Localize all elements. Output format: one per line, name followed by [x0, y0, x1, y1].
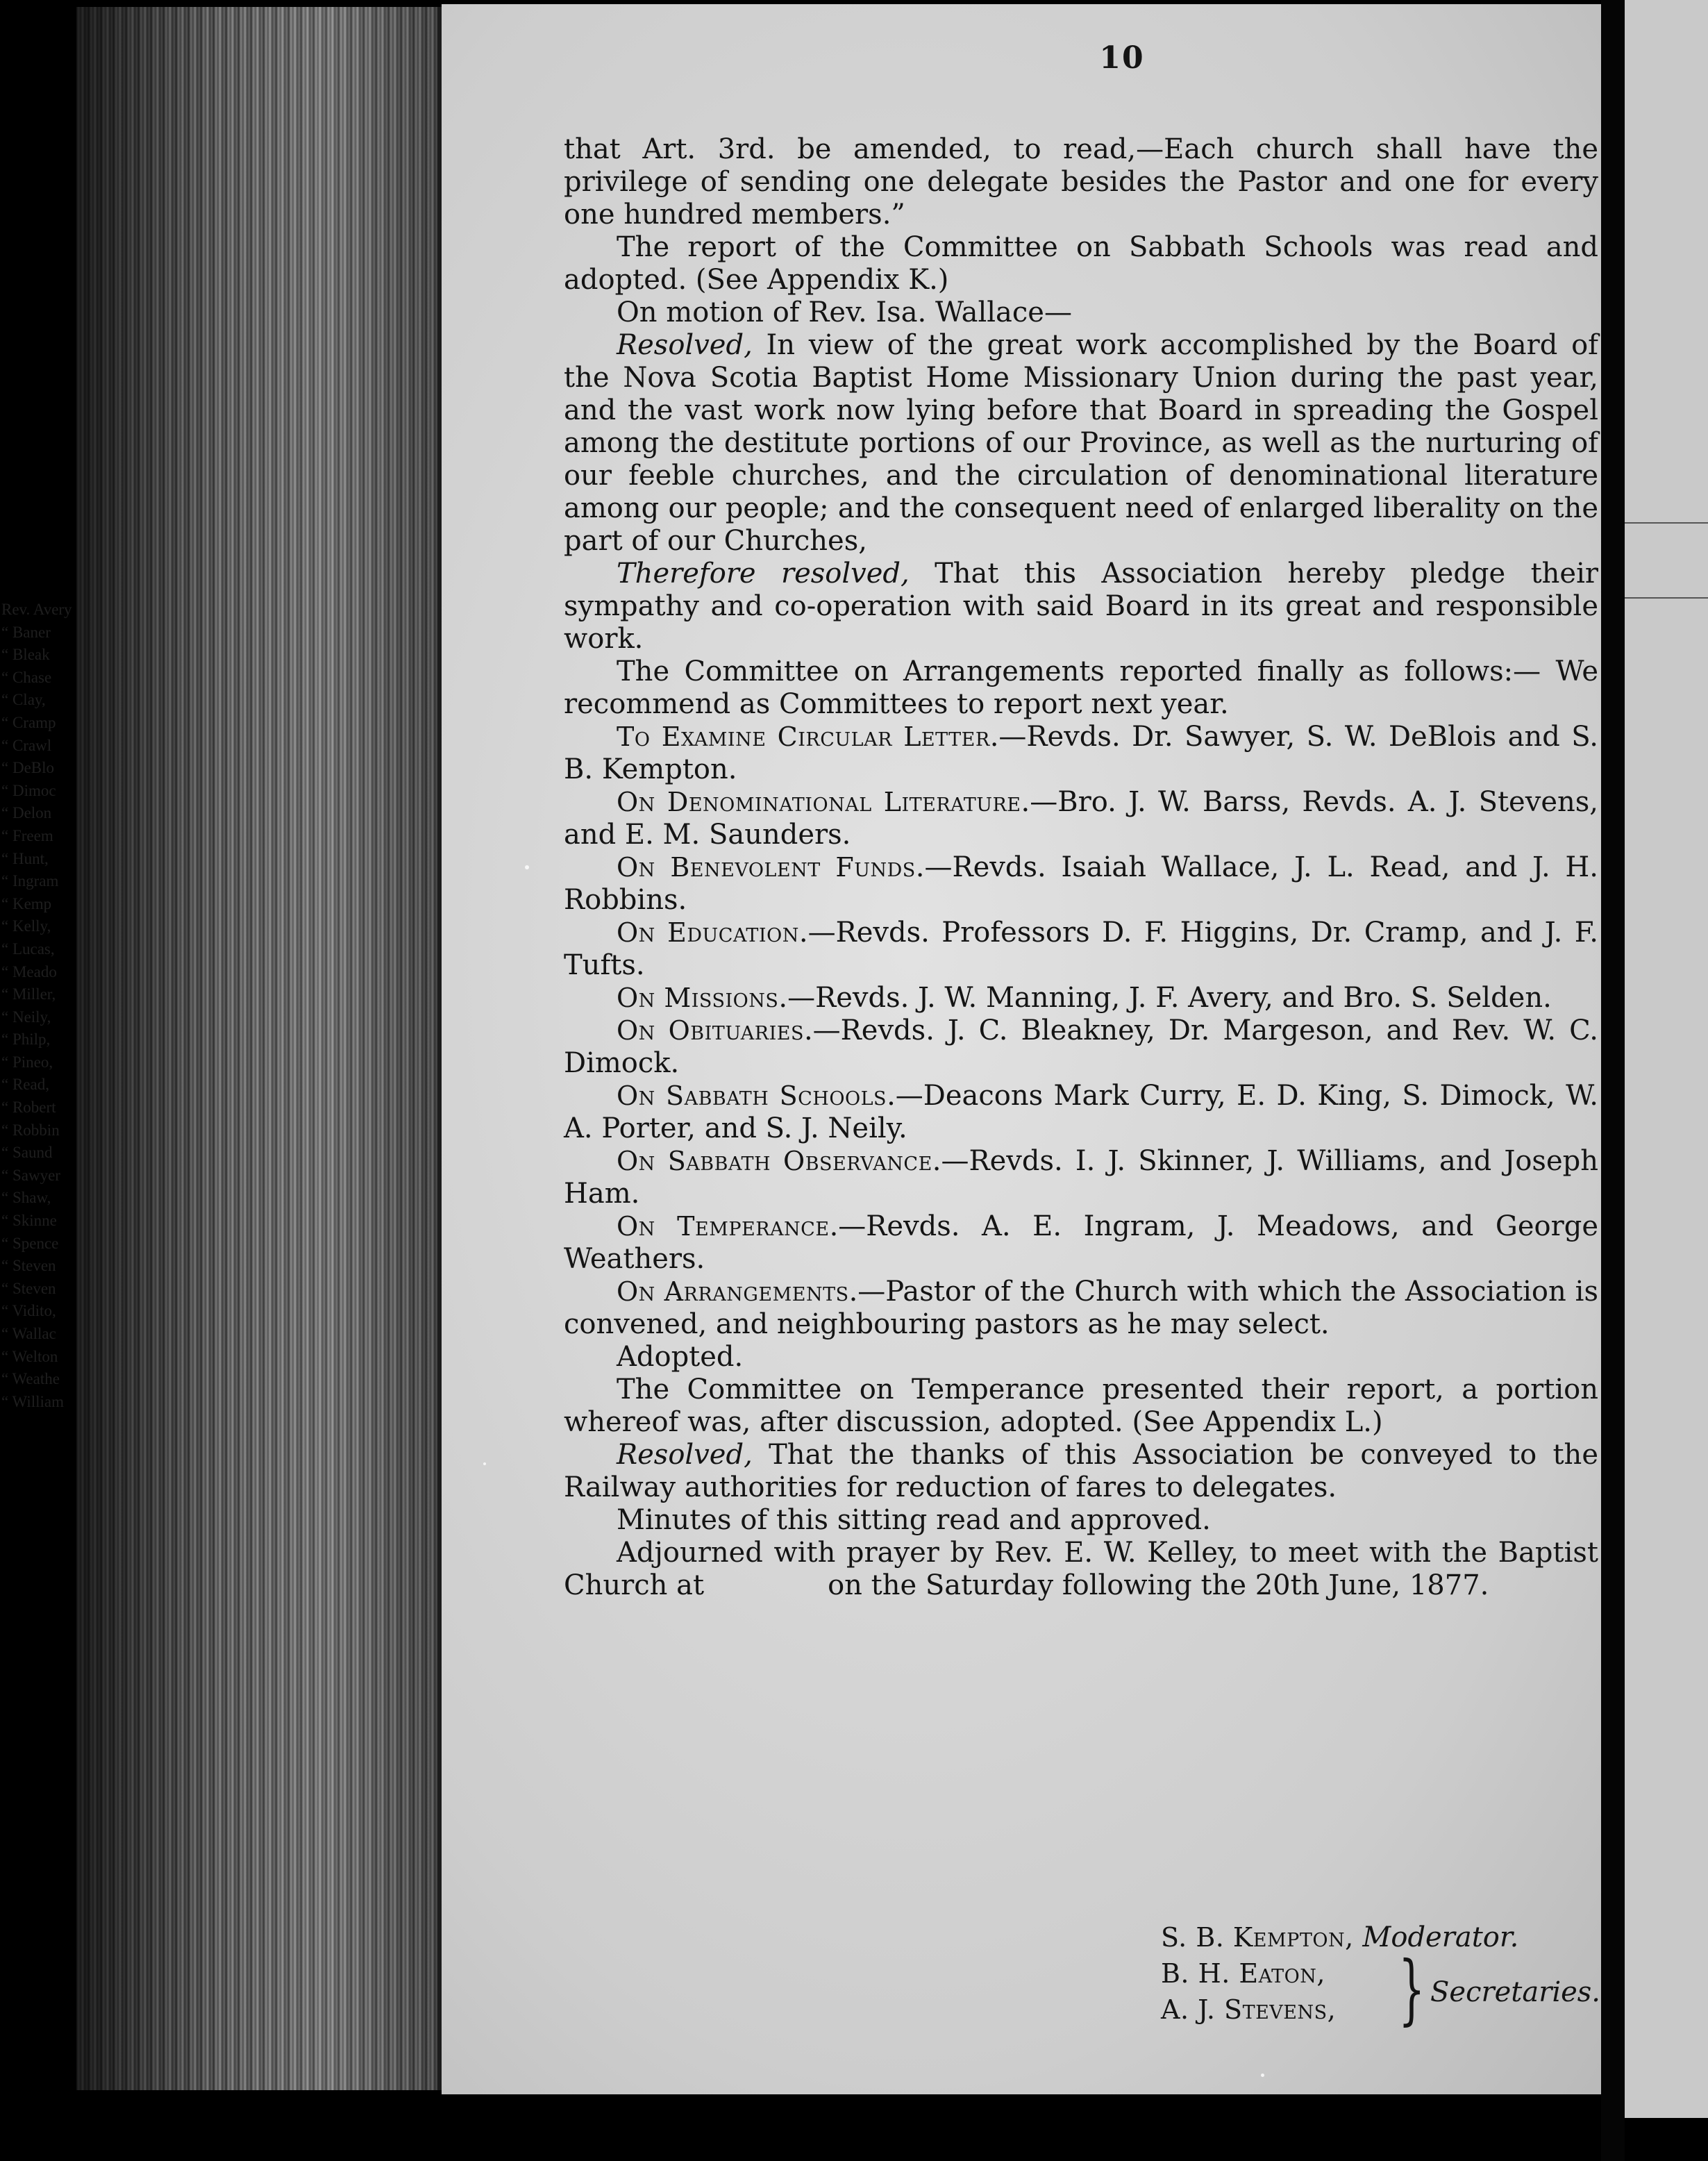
index-entry: “ Skinne	[1, 1212, 57, 1230]
index-entry: “ Ingram	[1, 872, 59, 890]
index-entry: “ Pineo,	[1, 1053, 53, 1071]
index-entry: “ Steven	[1, 1279, 56, 1297]
resolution-keyword: Therefore resolved,	[617, 558, 910, 590]
index-entry: “ Saund	[1, 1144, 53, 1162]
brace-glyph: }	[1398, 1944, 1425, 2033]
p-art3	[564, 133, 1598, 231]
paragraph-text: .—Revds. J. C. Bleakney, Dr. Margeson, and Rev. W. C. Dimock.	[564, 1015, 1598, 1079]
paragraph-text: The Committee on Temperance presented their report, a portion whereof was, after discussion, adopted. (See Appendix L.)	[564, 1374, 1598, 1438]
p-obituaries	[564, 1015, 1598, 1080]
index-entry: “ Vidito,	[1, 1302, 56, 1320]
committee-heading: On Arrangements	[617, 1276, 849, 1307]
index-entry: “ Kemp	[1, 894, 52, 912]
resolution-keyword: Resolved,	[617, 1439, 753, 1471]
index-entry: “ DeBlo	[1, 759, 55, 777]
p-benevolent	[564, 851, 1598, 917]
paragraph-text: That this Association hereby pledge their sympathy and co-operation with said Board in its great and responsible work.	[564, 558, 1598, 655]
paragraph-text: .—Revds. J. W. Manning, J. F. Avery, and Bro. S. Selden.	[778, 982, 1552, 1014]
secretary-2-name: A. J. Stevens,	[1161, 1994, 1337, 2025]
index-entry: “ Cramp	[1, 713, 56, 731]
index-entry: “ Robbin	[1, 1121, 60, 1139]
paragraph-list	[564, 133, 1598, 1537]
minutes-body	[564, 133, 1598, 1602]
p-temperance-report	[564, 1374, 1598, 1439]
index-entry: “ Miller,	[1, 985, 56, 1003]
paragraph-text: that Art. 3rd. be amended, to read,—Each church shall have the privilege of sending one delegate besides the Pastor and one for every one hundred members.”	[564, 133, 1598, 231]
paragraph-text: The Committee on Arrangements reported finally as follows:— We recommend as Committees to report next year.	[564, 656, 1598, 720]
p-minutes	[564, 1504, 1598, 1537]
index-entry: “ Chase	[1, 668, 52, 686]
committee-heading: On Sabbath Observance	[617, 1146, 932, 1176]
index-entry: “ Spence	[1, 1234, 59, 1252]
moderator-name: S. B. Kempton,	[1161, 1922, 1354, 1953]
committee-heading: On Benevolent Funds	[617, 852, 916, 883]
p-motion	[564, 297, 1598, 329]
p-literature	[564, 786, 1598, 851]
blank-space	[713, 1569, 819, 1601]
index-entry: “ Freem	[1, 826, 53, 844]
p-arrangements-report	[564, 656, 1598, 721]
committee-heading: On Obituaries	[617, 1015, 804, 1046]
secretary-1-name: B. H. Eaton,	[1161, 1958, 1325, 1989]
p-sabbath-schools	[564, 1080, 1598, 1145]
moderator-row	[1161, 1919, 1518, 1955]
index-entry: “ William	[1, 1392, 64, 1410]
index-entry: “ Sawyer	[1, 1166, 60, 1184]
paragraph-text: .—Revds. I. J. Skinner, J. Williams, and Joseph Ham.	[564, 1145, 1599, 1210]
p-adopted	[564, 1341, 1598, 1374]
index-entry: “ Weathe	[1, 1370, 60, 1388]
committee-heading: On Temperance	[617, 1211, 830, 1242]
committee-heading: On Denominational Literature	[617, 787, 1021, 817]
paragraph-text: .—Revds. Professors D. F. Higgins, Dr. Cramp, and J. F. Tufts.	[564, 917, 1598, 981]
scan-speck	[525, 865, 529, 869]
paragraph-text: .—Revds. Isaiah Wallace, J. L. Read, and J. H. Robbins.	[564, 851, 1598, 916]
committee-heading: On Missions	[617, 983, 779, 1013]
p-on-arrangements	[564, 1276, 1598, 1341]
index-entry: “ Shaw,	[1, 1189, 51, 1207]
adjourned-paragraph	[564, 1537, 1598, 1602]
adjacent-page	[1625, 0, 1708, 2118]
index-entry: “ Hunt,	[1, 849, 49, 867]
index-entry: “ Bleak	[1, 646, 50, 664]
paragraph-text: On motion of Rev. Isa. Wallace—	[617, 297, 1072, 328]
p-missions	[564, 982, 1598, 1015]
p-education	[564, 917, 1598, 982]
index-entry: “ Crawl	[1, 736, 52, 754]
index-entry: Rev. Avery	[1, 601, 72, 618]
index-entry: “ Kelly,	[1, 917, 51, 935]
index-entry: “ Steven	[1, 1257, 56, 1275]
adjacent-page-index	[1, 599, 72, 1413]
p-resolved-1	[564, 329, 1598, 558]
adjourned-line-1: Adjourned with prayer by Rev. E. W. Kelley, to meet with the	[617, 1537, 1488, 1569]
adjourned-line-3: June, 1877.	[1328, 1569, 1489, 1601]
committee-heading: On Sabbath Schools	[617, 1080, 887, 1111]
index-entry: “ Robert	[1, 1099, 56, 1117]
paragraph-text: .—Deacons Mark Curry, E. D. King, S. Dimock, W. A. Porter, and S. J. Neily.	[564, 1080, 1598, 1144]
index-entry: “ Neily,	[1, 1008, 51, 1026]
index-entry: “ Welton	[1, 1347, 58, 1365]
paragraph-text: .—Revds. Dr. Sawyer, S. W. DeBlois and S. B. Kempton.	[564, 721, 1598, 785]
page-number: 10	[1099, 40, 1145, 76]
adjourned-line-2a: Baptist Church at	[564, 1537, 1598, 1601]
index-entry: “ Meado	[1, 962, 57, 981]
p-temperance	[564, 1210, 1598, 1276]
paragraph-text: .—Bro. J. W. Barss, Revds. A. J. Stevens, and E. M. Saunders.	[564, 786, 1599, 851]
paragraph-text: Adopted.	[617, 1341, 744, 1373]
committee-heading: To Examine Circular Letter	[617, 721, 990, 752]
p-observance	[564, 1145, 1598, 1210]
index-entry: “ Wallac	[1, 1325, 56, 1342]
book-page	[442, 4, 1615, 2094]
page-gutter	[1601, 0, 1625, 2161]
scan-speck	[483, 1462, 486, 1465]
adjourned-line-2b: on the Saturday following the 20th	[828, 1569, 1320, 1601]
index-entry: “ Read,	[1, 1076, 49, 1094]
paragraph-text: The report of the Committee on Sabbath Schools was read and adopted. (See Appendix K.)	[564, 231, 1598, 296]
p-sabbath-report	[564, 231, 1598, 297]
scan-speck	[1261, 2074, 1264, 2077]
paragraph-text: That the thanks of this Association be conveyed to the Railway authorities for reduction of fares to delegates.	[564, 1439, 1598, 1503]
index-entry: “ Delon	[1, 804, 52, 822]
rule-line	[1625, 522, 1708, 524]
paragraph-text: In view of the great work accomplished by the Board of the Nova Scotia Baptist Home Missionary Union during the past year, and the vast work now lying before that Board in spreading the Gospel among the destitute portions of our Province, as well as the nurturing of our feeble churches, and the circulation of denominational literature among our people; and the consequent need of enlarged liberality on the part of our Churches,	[564, 329, 1598, 557]
index-entry: “ Philp,	[1, 1031, 51, 1049]
index-entry: “ Lucas,	[1, 940, 55, 958]
p-therefore	[564, 558, 1598, 656]
moderator-title: Moderator.	[1362, 1921, 1519, 1953]
committee-heading: On Education	[617, 917, 799, 948]
resolution-keyword: Resolved,	[617, 329, 753, 361]
p-resolved-2	[564, 1439, 1598, 1504]
book-page-edges	[76, 7, 442, 2090]
rule-line	[1625, 597, 1708, 599]
paragraph-text: .—Pastor of the Church with which the Association is convened, and neighbouring pastors as he may select.	[564, 1276, 1598, 1340]
index-entry: “ Baner	[1, 623, 51, 641]
paragraph-text: .—Revds. A. E. Ingram, J. Meadows, and George Weathers.	[564, 1210, 1598, 1275]
p-circular	[564, 721, 1598, 786]
paragraph-text: Minutes of this sitting read and approved.	[617, 1504, 1211, 1536]
index-entry: “ Dimoc	[1, 781, 56, 799]
signature-block	[1161, 1919, 1519, 2033]
index-entry: “ Clay,	[1, 691, 46, 709]
secretaries-title: Secretaries.	[1430, 1976, 1601, 2008]
